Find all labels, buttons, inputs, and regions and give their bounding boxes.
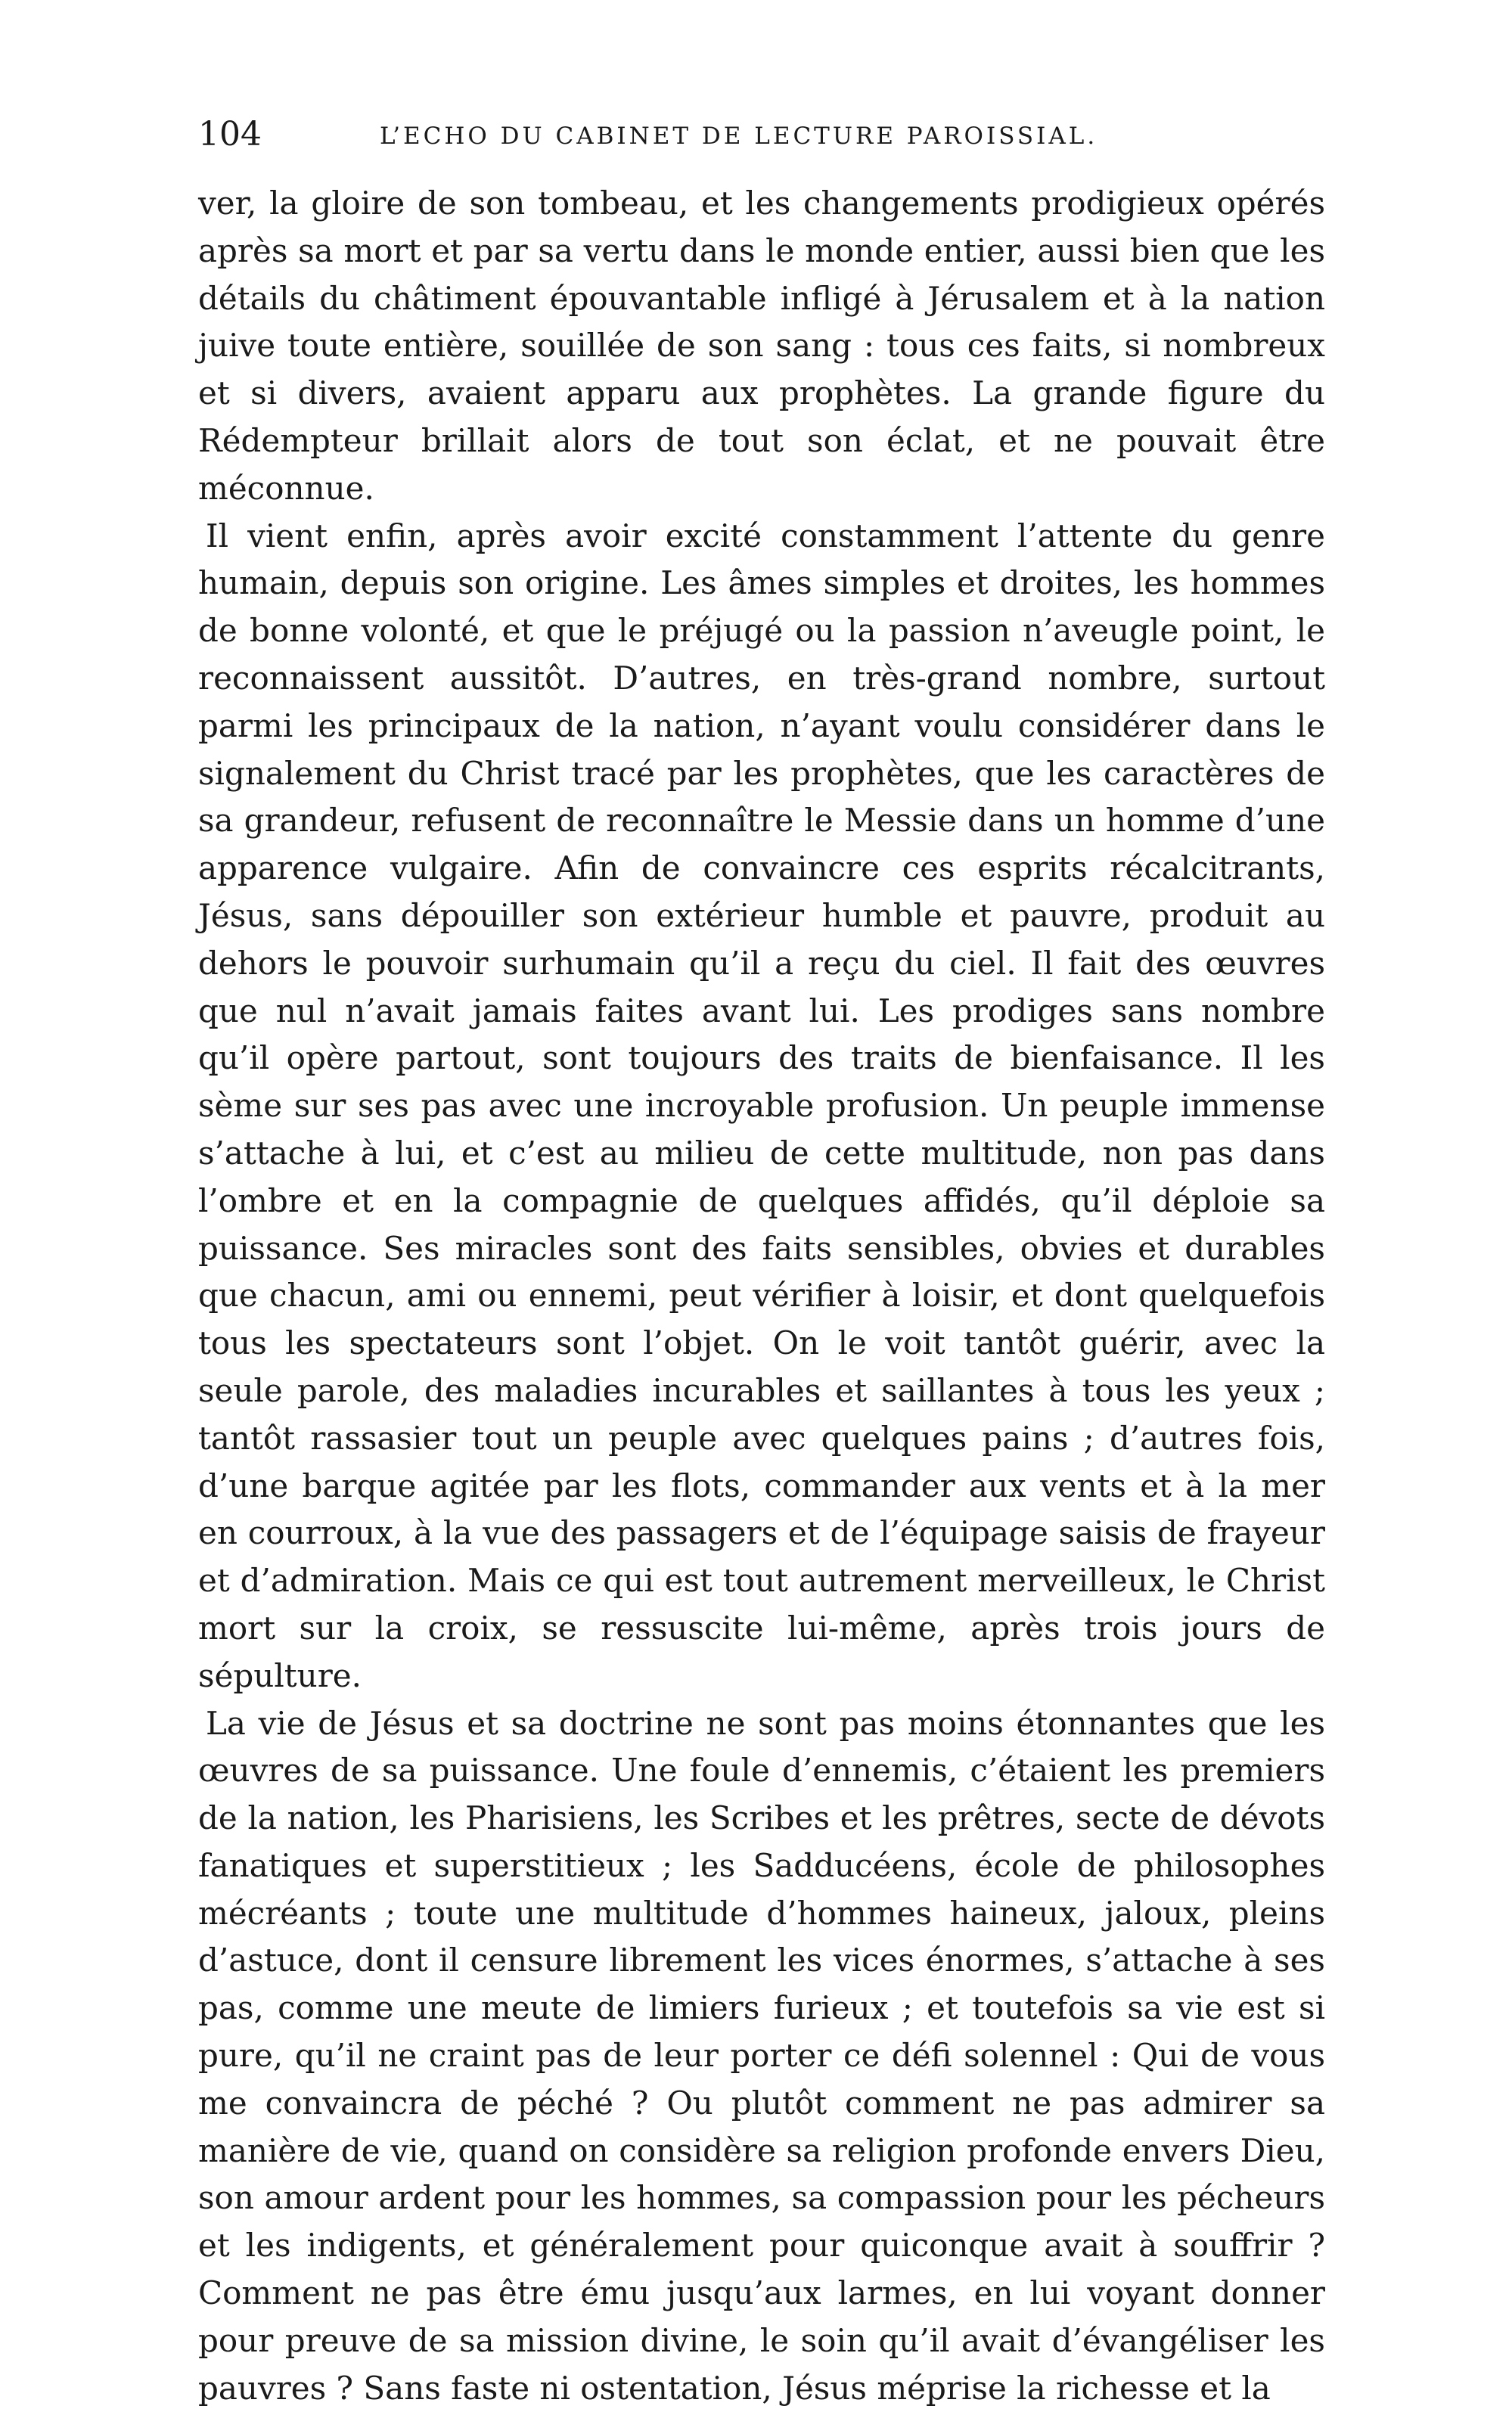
book-page xyxy=(198,113,1325,166)
running-head xyxy=(198,113,1325,166)
paragraph-christ-arrives: Il vient enfin, après avoir excité constamment l’attente du genre humain, depuis son origine. Les âmes simples et droites, les hommes de bonne volonté, et que le préjugé ou la passion n’aveugle point, le reconnaissent aussitôt. D’autres, en très-grand nombre, surtout parmi les principaux de la nation, n’ayant voulu considérer dans le signalement du Christ tracé par les prophètes, que les caractères de sa grandeur, refusent de reconnaître le Messie dans un homme d’une apparence vulgaire. Afin de convaincre ces esprits récalcitrants, Jésus, sans dépouiller son extérieur humble et pauvre, produit au dehors le pouvoir surhumain qu’il a reçu du ciel. Il fait des œuvres que nul n’avait jamais faites avant lui. Les prodiges sans nombre qu’il opère partout, sont toujours des traits de bienfaisance. Il les sème sur ses pas avec une incroyable profusion. Un peuple immense s’attache à lui, et c’est au milieu de cette multitude, non pas dans l’ombre et en la compagnie de quelques affidés, qu’il déploie sa puissance. Ses miracles sont des faits sensibles, obvies et durables que chacun, ami ou ennemi, peut vérifier à loisir, et dont quelquefois tous les spectateurs sont l’objet. On le voit tantôt guérir, avec la seule parole, des maladies incurables et saillantes à tous les yeux ; tantôt rassasier tout un peuple avec quelques pains ; d’autres fois, d’une barque agitée par les flots, commander aux vents et à la mer en courroux, à la vue des passagers et de l’équipage saisis de frayeur et d’admiration. Mais ce qui est tout autrement merveilleux, le Christ mort sur la croix, se ressuscite lui-même, après trois jours de sépulture. xyxy=(198,513,1325,1700)
paragraph-life-and-doctrine: La vie de Jésus et sa doctrine ne sont pas moins étonnantes que les œuvres de sa puissance. Une foule d’ennemis, c’étaient les premiers de la nation, les Pharisiens, les Scribes et les prêtres, secte de dévots fanatiques et superstitieux ; les Sadducéens, école de philosophes mécréants ; toute une multitude d’hommes haineux, jaloux, pleins d’astuce, dont il censure librement les vices énormes, s’attache à ses pas, comme une meute de limiers furieux ; et toutefois sa vie est si pure, qu’il ne craint pas de leur porter ce défi solennel : Qui de vous me convaincra de péché ? Ou plutôt comment ne pas admirer sa manière de vie, quand on considère sa religion profonde envers Dieu, son amour ardent pour les hommes, sa compassion pour les pécheurs et les indigents, et généralement pour quiconque avait à souffrir ? Comment ne pas être ému jusqu’aux larmes, en lui voyant donner pour preuve de sa mission divine, le soin qu’il avait d’évangéliser les pauvres ? Sans faste ni ostentation, Jésus méprise la richesse et la xyxy=(198,1700,1325,2412)
body-text xyxy=(198,180,1325,2412)
paragraph-continuation: ver, la gloire de son tombeau, et les changements prodigieux opérés après sa mort et par sa vertu dans le monde entier, aussi bien que les détails du châtiment épouvantable infligé à Jérusalem et à la nation juive toute entière, souillée de son sang : tous ces faits, si nombreux et si divers, avaient apparu aux prophètes. La grande figure du Rédempteur brillait alors de tout son éclat, et ne pouvait être méconnue. xyxy=(198,180,1325,513)
running-title: L’ECHO DU CABINET DE LECTURE PAROISSIAL. xyxy=(380,118,1098,154)
page-number: 104 xyxy=(198,113,262,156)
